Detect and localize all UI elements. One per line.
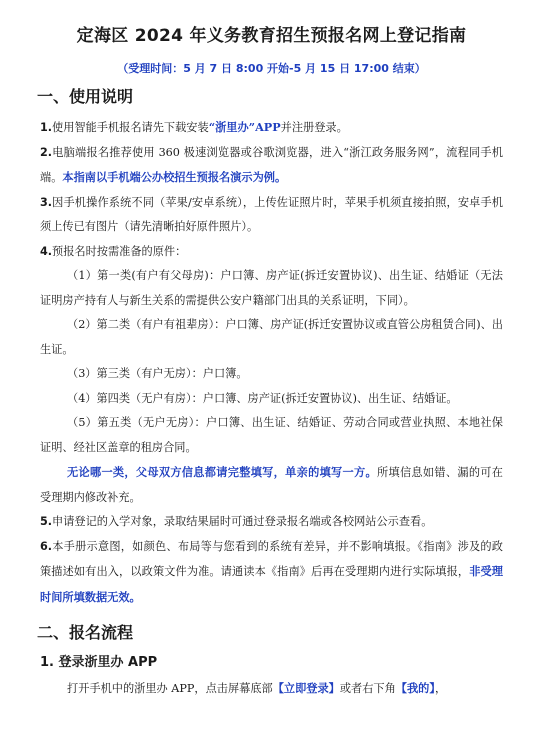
item-4-text: 预报名时按需准备的原件： (52, 244, 187, 258)
item-5 (40, 510, 503, 535)
item-3-number: 3. (40, 195, 53, 209)
item-4-category-4: （4）第四类（无户有房）：户口簿、房产证(拆迁安置协议)、出生证、结婚证。 (67, 391, 458, 405)
section2-step1-heading: 1. 登录浙里办 APP (40, 655, 158, 670)
item-6-number: 6. (40, 539, 53, 553)
item-4-category-3: （3）第三类（有户无房）：户口簿。 (67, 367, 248, 380)
my-tab-label: 【我的】 (395, 681, 435, 695)
item-4-note-tail: 所填信息如错、漏的可在受理期内修改补充。 (40, 466, 503, 504)
item-2-text: 电脑端报名推荐使用 360 极速浏览器或谷歌浏览器，进入“浙江政务服务网”，流程同手机端。 (40, 145, 503, 184)
step1-line: 打开手机中的浙里办 APP，点击屏幕底部 (67, 682, 273, 695)
item-4-note-highlight: 无论哪一类，父母双方信息都请完整填写，单亲的填写一方。 (67, 465, 377, 479)
item-6-highlight: 非受理时间所填数据无效。 (40, 564, 503, 604)
item-6-text: 本手册示意图，如颜色、布局等与您看到的系统有差异，并不影响填报。《指南》涉及的政策描述如有出入，以政策文件为准。请通读本《指南》后再在受理期内进行实际填报， (40, 539, 503, 578)
section2-step1-text (40, 676, 503, 702)
section2-heading: 二、报名流程 (37, 623, 134, 642)
item-1-text: 使用智能手机报名请先下载安装 (52, 121, 209, 134)
step1-mid: 或者右下角 (339, 682, 396, 695)
step1-end: ， (434, 682, 447, 695)
item-1-tail: 并注册登录。 (280, 121, 348, 134)
item-1-app-name: “浙里办”APP (208, 120, 281, 134)
item-4 (40, 240, 503, 265)
item-4-category-1: （1）第一类(有户有父母房)：户口簿、房产证(拆迁安置协议)、出生证、结婚证（无法证明房产持有人与新生关系的需提供公安户籍部门出具的关系证明，下同）。 (40, 269, 503, 307)
item-2-highlight: 本指南以手机端公办校招生预报名演示为例。 (62, 170, 287, 184)
item-4-number: 4. (40, 244, 53, 258)
item-5-number: 5. (40, 515, 53, 528)
section1-heading: 一、使用说明 (37, 87, 134, 106)
item-3-text: 因手机操作系统不同（苹果/安卓系统），上传佐证照片时，苹果手机须直接拍照，安卓手机须上传已有图片（请先清晰拍好原件照片）。 (40, 195, 503, 233)
document-title: 定海区 2024 年义务教育招生预报名网上登记指南 (76, 26, 467, 46)
item-3 (40, 191, 503, 240)
document-subtitle: （受理时间：5 月 7 日 8:00 开始-5 月 15 日 17:00 结束） (117, 62, 426, 75)
item-4-note (40, 460, 503, 510)
item-4-category-5: （5）第五类（无户无房）：户口簿、出生证、结婚证、劳动合同或营业执照、本地社保证明、经社区盖章的租房合同。 (40, 416, 503, 454)
item-1 (40, 115, 503, 141)
item-2 (40, 141, 503, 191)
item-5-text: 申请登记的入学对象，录取结果届时可通过登录报名端或各校网站公示查看。 (52, 515, 433, 528)
item-2-number: 2. (40, 145, 53, 159)
item-6 (40, 535, 503, 611)
login-now-label: 【立即登录】 (272, 681, 340, 695)
item-4-category-2: （2）第二类（有户有祖辈房）：户口簿、房产证(拆迁安置协议或直管公房租赁合同)、出生证。 (40, 318, 503, 356)
item-1-number: 1. (40, 121, 53, 134)
